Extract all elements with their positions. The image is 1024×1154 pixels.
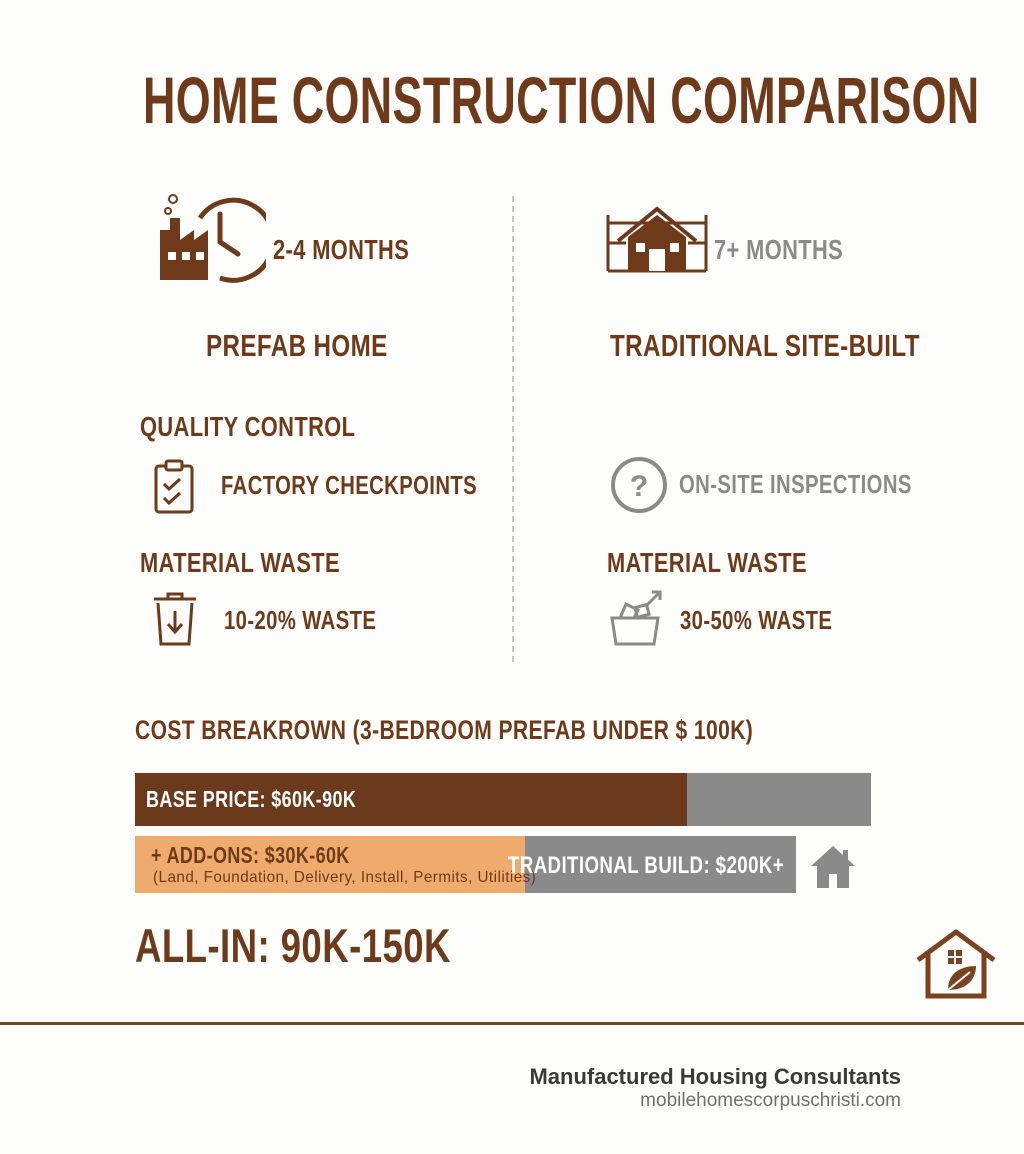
eco-house-logo-icon — [914, 928, 998, 1000]
prefab-waste-label: MATERIAL WASTE — [140, 547, 340, 578]
addons-detail: (Land, Foundation, Delivery, Install, Permits, Utilities) — [153, 869, 537, 886]
factory-clock-icon — [158, 192, 266, 284]
prefab-quality-label: QUALITY CONTROL — [140, 411, 356, 442]
prefab-heading: PREFAB HOME — [206, 328, 388, 363]
company-name: Manufactured Housing Consultants — [529, 1064, 901, 1089]
house-scaffold-icon — [606, 205, 708, 275]
clipboard-check-icon — [153, 459, 195, 515]
traditional-duration: 7+ MONTHS — [714, 234, 844, 265]
svg-text:?: ? — [629, 470, 649, 503]
traditional-waste-item: 30-50% WASTE — [680, 605, 833, 635]
waste-basket-icon — [610, 588, 666, 648]
website-link[interactable]: mobilehomescorpuschristi.com — [640, 1090, 901, 1111]
traditional-quality-item: ON-SITE INSPECTIONS — [679, 469, 912, 499]
base-price-label: BASE PRICE: $60K-90K — [146, 786, 357, 812]
house-icon — [809, 844, 857, 890]
all-in-total: ALL-IN: 90K-150K — [135, 919, 451, 972]
traditional-heading: TRADITIONAL SITE-BUILT — [610, 328, 920, 363]
trash-bin-icon — [152, 591, 198, 647]
addons-label: + ADD-ONS: $30K-60K — [151, 842, 350, 868]
base-price-bar — [135, 773, 871, 826]
prefab-duration: 2-4 MONTHS — [273, 234, 410, 265]
traditional-waste-label: MATERIAL WASTE — [607, 547, 807, 578]
prefab-waste-item: 10-20% WASTE — [224, 605, 377, 635]
footer-rule — [0, 1022, 1024, 1025]
traditional-build-label: TRADITIONAL BUILD: $200K+ — [507, 852, 784, 879]
prefab-quality-item: FACTORY CHECKPOINTS — [221, 470, 478, 500]
column-divider — [512, 196, 514, 662]
question-circle-icon — [609, 455, 669, 515]
cost-breakdown-title: COST BREAKROWN (3-BEDROOM PREFAB UNDER $ 100K) — [135, 715, 754, 745]
addons-bar — [135, 836, 796, 893]
page-title: HOME CONSTRUCTION COMPARISON — [143, 63, 980, 137]
